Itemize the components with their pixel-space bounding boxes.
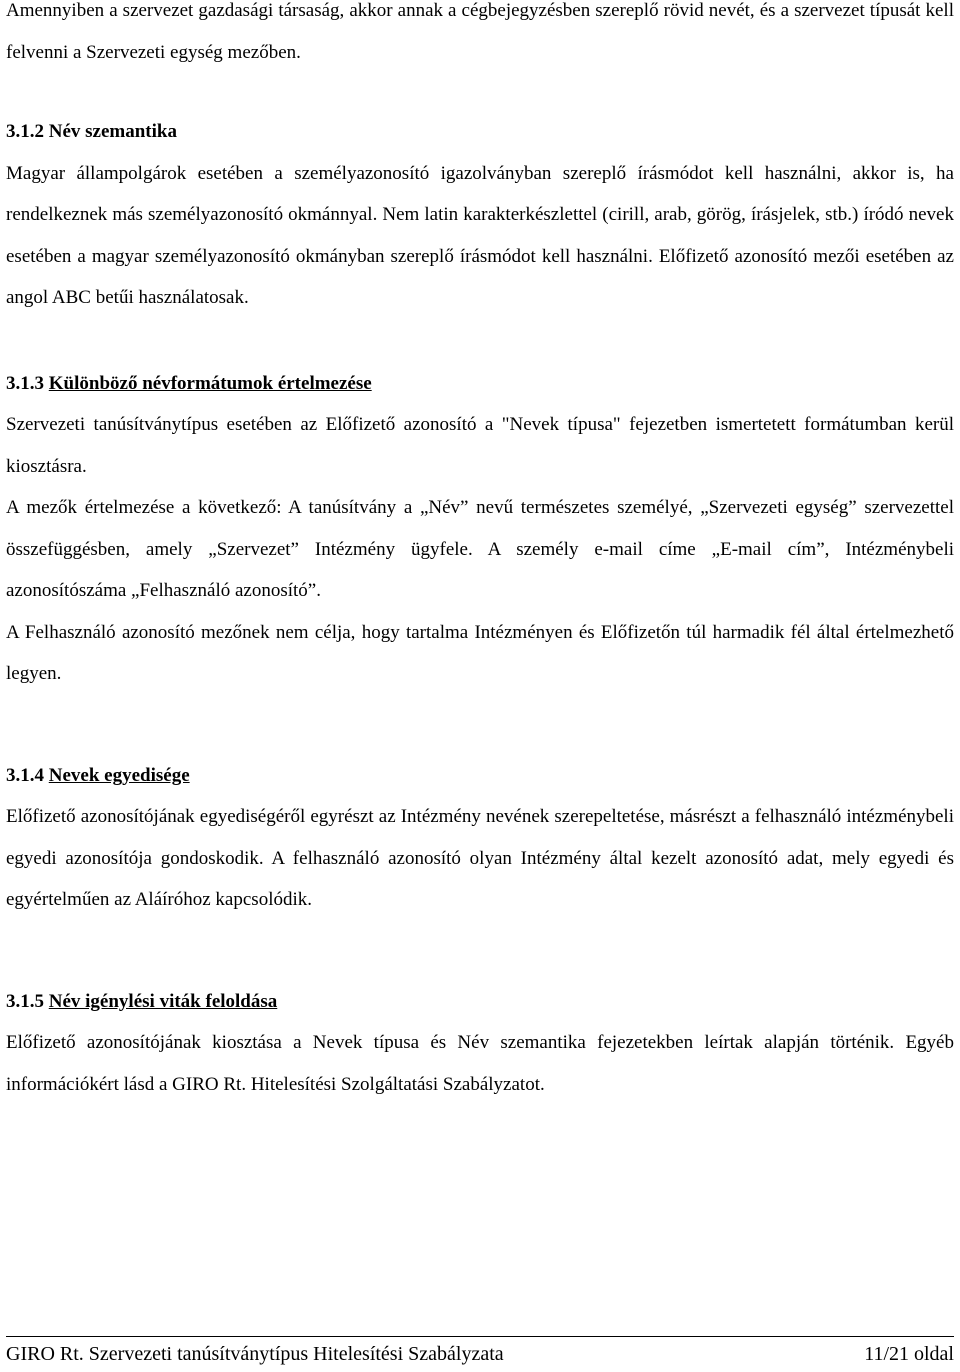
section-paragraph: Szervezeti tanúsítványtípus esetében az Előfizető azonosító a "Nevek típusa" fejezetben ismertetett formátumban kerül kiosztásra. xyxy=(6,414,954,477)
section-name-formats xyxy=(6,363,954,695)
page-footer xyxy=(6,1336,954,1371)
footer-page-number: 11/21 oldal xyxy=(864,1343,954,1365)
section-heading: 3.1.5 Név igénylési viták feloldása xyxy=(6,990,278,1012)
section-paragraph: Magyar állampolgárok esetében a személyazonosító igazolványban szereplő írásmódot kell használni, akkor is, ha rendelkeznek más személyazonosító okmánnyal. Nem latin karakterkészlettel (cirill, arab, görög, írásjelek, stb.) íródó nevek esetében a magyar személyazonosító okmányban szereplő írásmódot kell használni. Előfizető azonosító mezői esetében az angol ABC betűi használatosak. xyxy=(6,162,954,308)
spacer xyxy=(6,319,954,363)
section-heading: 3.1.3 Különböző névformátumok értelmezése xyxy=(6,372,372,394)
section-name-semantics xyxy=(6,111,954,319)
section-name-uniqueness xyxy=(6,755,954,921)
spacer xyxy=(6,695,954,755)
section-paragraph: A Felhasználó azonosító mezőnek nem célja, hogy tartalma Intézményen és Előfizetőn túl harmadik fél által értelmezhető legyen. xyxy=(6,621,954,684)
footer-document-title: GIRO Rt. Szervezeti tanúsítványtípus Hitelesítési Szabályzata xyxy=(6,1343,504,1365)
spacer xyxy=(6,73,954,111)
document-page xyxy=(6,0,954,1105)
section-paragraph: Előfizető azonosítójának kiosztása a Nevek típusa és Név szemantika fejezetekben leírtak alapján történik. Egyéb információkért lásd a GIRO Rt. Hitelesítési Szolgáltatási Szabályzatot. xyxy=(6,1032,954,1095)
intro-paragraph: Amennyiben a szervezet gazdasági társaság, akkor annak a cégbejegyzésben szereplő rövid nevét, és a szervezet típusát kell felvenni a Szervezeti egység mezőben. xyxy=(6,0,954,63)
spacer xyxy=(6,921,954,981)
section-name-disputes xyxy=(6,981,954,1106)
section-heading: 3.1.2 Név szemantika xyxy=(6,121,177,142)
section-heading: 3.1.4 Nevek egyedisége xyxy=(6,764,190,786)
section-paragraph: A mezők értelmezése a következő: A tanúsítvány a „Név” nevű természetes személyé, „Szervezeti egység” szervezettel összefüggésben, amely „Szervezet” Intézmény ügyfele. A személy e-mail címe „E-mail cím”, Intézménybeli azonosítószáma „Felhasználó azonosító”. xyxy=(6,497,954,601)
section-paragraph: Előfizető azonosítójának egyediségéről egyrészt az Intézmény nevének szerepeltetése, másrészt a felhasználó intézménybeli egyedi azonosítója gondoskodik. A felhasználó azonosító olyan Intézmény által kezelt azonosító adat, mely egyedi és egyértelműen az Aláíróhoz kapcsolódik. xyxy=(6,806,954,910)
